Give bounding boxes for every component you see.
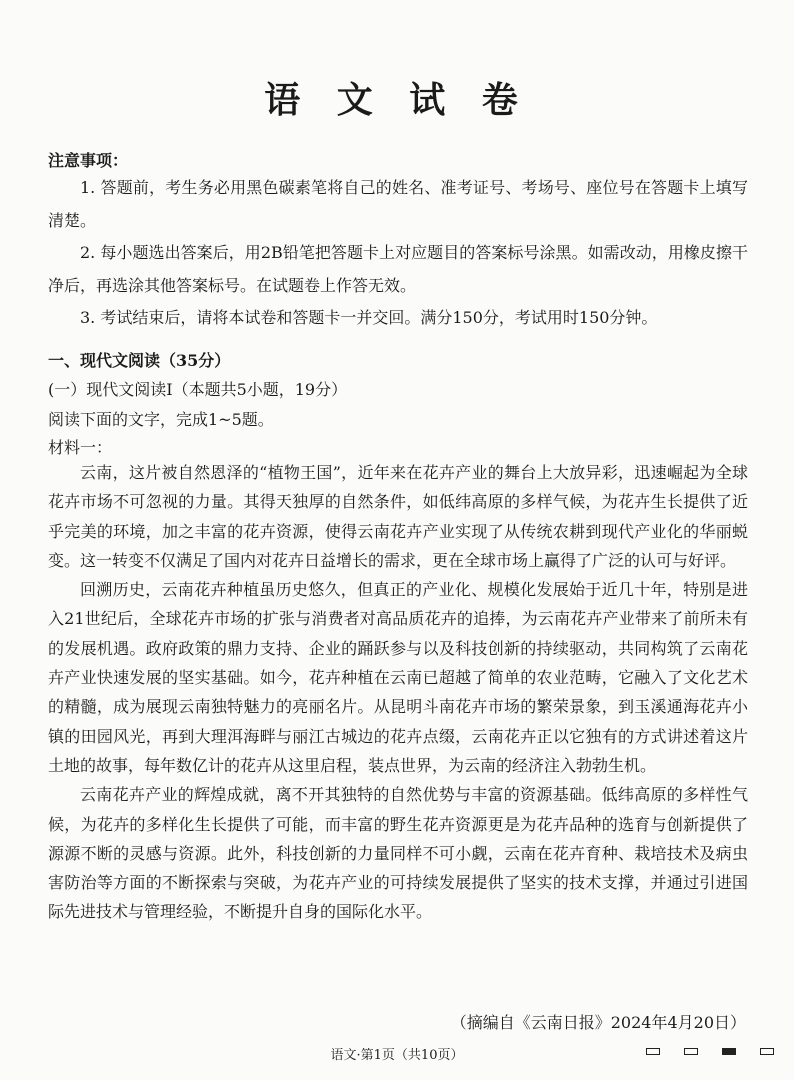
exam-title: 语 文 试 卷 [264,79,530,121]
notice-heading: 注意事项： [48,151,129,170]
article-body [48,458,748,927]
notice-item: 1. 答题前，考生务必用黑色碳素笔将自己的姓名、准考证号、考场号、座位号在答题卡上填写清楚。 [48,178,748,230]
article-source: （摘编自《云南日报》2024年4月20日） [450,1013,746,1032]
article-paragraph: 云南花卉产业的辉煌成就，离不开其独特的自然优势与丰富的资源基础。低纬高原的多样性气候，为花卉的多样化生长提供了可能，而丰富的野生花卉资源更是为花卉品种的选育与创新提供了源源不断的灵感与资源。此外，科技创新的力量同样不可小觑，云南在花卉育种、栽培技术及病虫害防治等方面的不断探索与突破，为花卉产业的可持续发展提供了坚实的技术支撑，并通过引进国际先进技术与管理经验，不断提升自身的国际化水平。 [48,785,748,922]
material-label: 材料一： [48,438,113,457]
page-footer: 语文·第1页（共10页） [330,1048,464,1063]
reading-instruction: 阅读下面的文字，完成1~5题。 [48,410,274,429]
notice-item: 2. 每小题选出答案后，用2B铅笔把答题卡上对应题目的答案标号涂黑。如需改动，用橡皮擦干净后，再选涂其他答案标号。在试题卷上作答无效。 [48,243,748,295]
scan-mark [760,1048,774,1055]
section-heading: 一、现代文阅读（35分） [48,351,231,370]
scan-mark [684,1048,698,1055]
article-paragraph: 云南，这片被自然恩泽的“植物王国”，近年来在花卉产业的舞台上大放异彩，迅速崛起为全球花卉市场不可忽视的力量。其得天独厚的自然条件，如低纬高原的多样气候，为花卉生长提供了近乎完美的环境，加之丰富的花卉资源，使得云南花卉产业实现了从传统农耕到现代产业化的华丽蜕变。这一转变不仅满足了国内对花卉日益增长的需求，更在全球市场上赢得了广泛的认可与好评。 [48,463,748,570]
scan-marks [646,1048,774,1055]
notice-item: 3. 考试结束后，请将本试卷和答题卡一并交回。满分150分，考试用时150分钟。 [80,308,658,327]
article-paragraph: 回溯历史，云南花卉种植虽历史悠久，但真正的产业化、规模化发展始于近几十年，特别是进入21世纪后，全球花卉市场的扩张与消费者对高品质花卉的追捧，为云南花卉产业带来了前所未有的发展机遇。政府政策的鼎力支持、企业的踊跃参与以及科技创新的持续驱动，共同构筑了云南花卉产业快速发展的坚实基础。如今，花卉种植在云南已超越了简单的农业范畴，它融入了文化艺术的精髓，成为展现云南独特魅力的亮丽名片。从昆明斗南花卉市场的繁荣景象，到玉溪通海花卉小镇的田园风光，再到大理洱海畔与丽江古城边的花卉点缀，云南花卉正以它独有的方式讲述着这片土地的故事，每年数亿计的花卉从这里启程，装点世界，为云南的经济注入勃勃生机。 [48,580,748,775]
section-subheading: (一）现代文阅读Ⅰ（本题共5小题，19分） [48,380,348,399]
scan-mark [646,1048,660,1055]
scan-mark [722,1048,736,1055]
notice-list [48,172,748,335]
